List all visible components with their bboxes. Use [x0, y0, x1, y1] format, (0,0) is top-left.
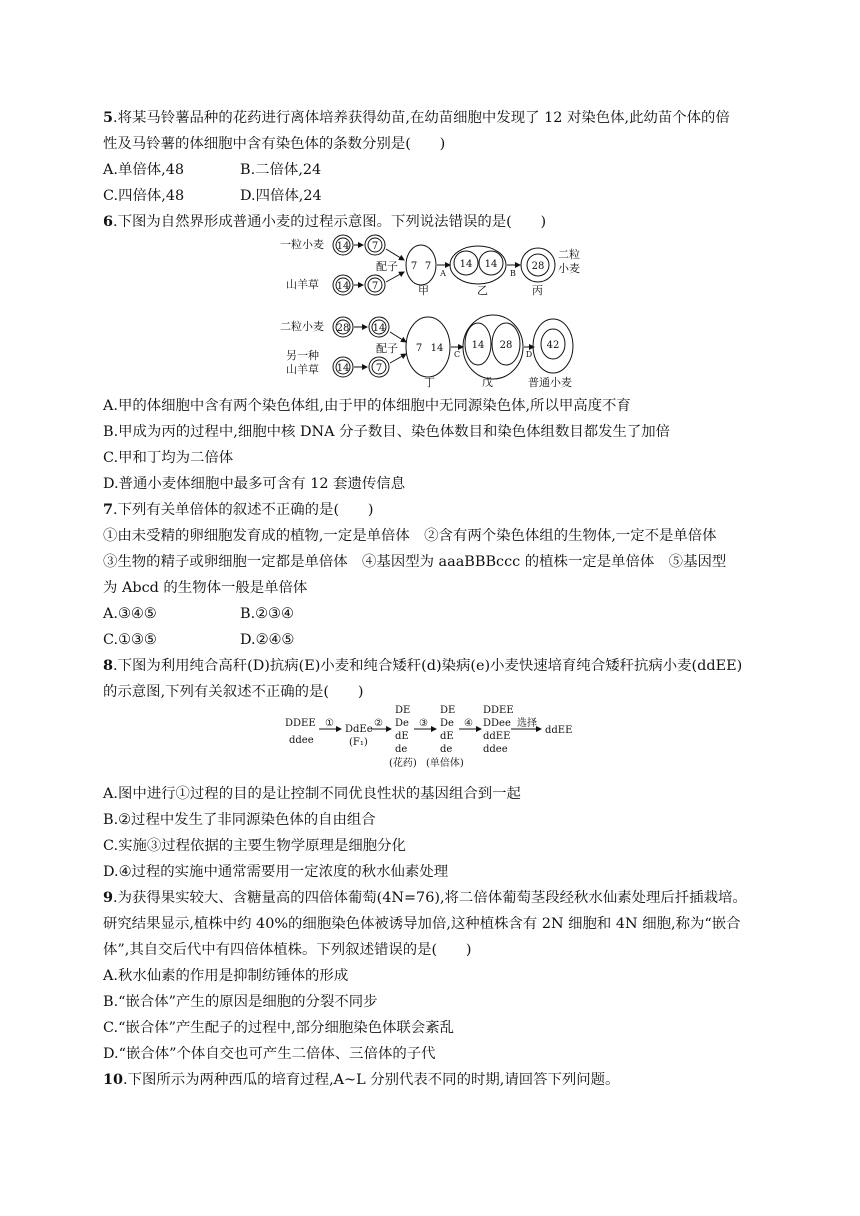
q5-option-d: D.四倍体,24	[240, 188, 322, 204]
label-peizi-2: 配子	[376, 342, 398, 355]
svg-text:(单倍体): (单倍体)	[426, 758, 464, 769]
svg-text:14: 14	[484, 259, 498, 270]
svg-text:A: A	[440, 269, 446, 278]
svg-text:14: 14	[336, 281, 350, 292]
label-bing: 丙	[532, 284, 543, 297]
svg-text:C: C	[453, 350, 461, 359]
q5-stem-line-1: 5.将某马铃薯品种的花药进行离体培养获得幼苗,在幼苗细胞中发现了 12 对染色体,此幼苗个体的倍	[103, 109, 730, 126]
svg-text:14: 14	[336, 363, 350, 374]
q6-wheat-figure	[270, 232, 610, 392]
cell-ding	[406, 317, 450, 377]
label-erli-b: 小麦	[558, 262, 580, 275]
svg-text:42: 42	[546, 340, 560, 351]
q9-option-d: D.“嵌合体”个体自交也可产生二倍体、三倍体的子代	[103, 1046, 436, 1062]
q8-stem-line-2: 的示意图,下列有关叙述不正确的是( )	[103, 684, 364, 700]
svg-text:dE: dE	[395, 731, 409, 742]
q5-option-b: B.二倍体,24	[240, 162, 322, 178]
q8-option-c: C.实施③过程依据的主要生物学原理是细胞分化	[103, 838, 406, 854]
svg-text:DDEE: DDEE	[483, 705, 514, 716]
svg-text:DE: DE	[395, 705, 411, 716]
q8-option-a: A.图中进行①过程的目的是让控制不同优良性状的基因组合到一起	[103, 786, 521, 802]
svg-text:DE: DE	[440, 705, 456, 716]
svg-text:(F₁): (F₁)	[349, 737, 368, 748]
svg-text:14: 14	[430, 343, 444, 354]
svg-text:7: 7	[371, 281, 379, 292]
q10-stem: 10.下图所示为两种西瓜的培育过程,A~L 分别代表不同的时期,请回答下列问题。	[103, 1071, 620, 1088]
q8-stem-line-1: 8.下图为利用纯合高秆(D)抗病(E)小麦和纯合矮秆(d)染病(e)小麦快速培育纯合矮秆抗病小麦(ddEE)	[103, 657, 743, 674]
q8-option-b: B.②过程中发生了非同源染色体的自由组合	[103, 812, 376, 828]
svg-text:④: ④	[464, 718, 473, 729]
svg-text:选择: 选择	[517, 718, 537, 729]
svg-text:14: 14	[336, 241, 350, 252]
svg-text:ddee: ddee	[483, 744, 508, 755]
label-peizi-1: 配子	[376, 260, 398, 273]
svg-text:14: 14	[459, 259, 473, 270]
label-wu: 戊	[482, 376, 493, 389]
svg-text:DdEe: DdEe	[345, 724, 373, 735]
q7-option-a: A.③④⑤	[103, 606, 157, 622]
q7-option-c: C.①③⑤	[103, 632, 157, 648]
q5-option-a: A.单倍体,48	[103, 162, 185, 178]
q6-stem: 6.下图为自然界形成普通小麦的过程示意图。下列说法错误的是( )	[103, 213, 547, 230]
q6-option-c: C.甲和丁均为二倍体	[103, 450, 234, 466]
q7-stem: 7.下列有关单倍体的叙述不正确的是( )	[103, 501, 374, 518]
label-yili: 一粒小麦	[280, 238, 324, 251]
svg-text:7: 7	[410, 261, 418, 272]
svg-text:7: 7	[375, 363, 383, 374]
label-putong: 普通小麦	[528, 376, 572, 389]
q6-option-b: B.甲成为丙的过程中,细胞中核 DNA 分子数目、染色体数目和染色体组数目都发生了加倍	[103, 424, 671, 440]
label-jia: 甲	[418, 284, 429, 297]
svg-text:ddee: ddee	[289, 735, 314, 746]
label-ding: 丁	[424, 376, 435, 389]
svg-text:7: 7	[424, 261, 432, 272]
q8-option-d: D.④过程的实施中通常需要用一定浓度的秋水仙素处理	[103, 864, 449, 880]
q7-option-d: D.②④⑤	[240, 632, 295, 648]
label-lingyi-b: 山羊草	[286, 363, 319, 376]
q7-statement-line-3: 为 Abcd 的生物体一般是单倍体	[103, 580, 308, 596]
svg-text:dE: dE	[440, 731, 454, 742]
label-shanyang: 山羊草	[286, 278, 319, 291]
q8-breeding-figure	[283, 702, 583, 780]
q9-stem-line-1: 9.为获得果实较大、含糖量高的四倍体葡萄(4N=76),将二倍体葡萄茎段经秋水仙素处理后扦插栽培。	[103, 889, 747, 906]
q6-option-d: D.普通小麦体细胞中最多可含有 12 套遗传信息	[103, 476, 406, 492]
label-lingyi-a: 另一种	[286, 349, 319, 362]
svg-text:De: De	[395, 718, 409, 729]
svg-text:14: 14	[372, 323, 386, 334]
svg-text:(花药): (花药)	[389, 758, 417, 769]
svg-text:③: ③	[419, 718, 428, 729]
q6-option-a: A.甲的体细胞中含有两个染色体组,由于甲的体细胞中无同源染色体,所以甲高度不育	[103, 398, 631, 414]
svg-text:De: De	[440, 718, 454, 729]
q7-statement-line-1: ①由未受精的卵细胞发育成的植物,一定是单倍体 ②含有两个染色体组的生物体,一定不是单倍体	[103, 528, 717, 544]
svg-text:②: ②	[374, 718, 383, 729]
svg-text:14: 14	[471, 340, 485, 351]
label-yi: 乙	[477, 284, 488, 297]
svg-text:7: 7	[371, 241, 379, 252]
q7-option-b: B.②③④	[240, 606, 294, 622]
svg-text:28: 28	[531, 261, 545, 272]
svg-text:①: ①	[325, 718, 334, 729]
svg-text:D: D	[525, 350, 533, 359]
svg-text:ddEE: ddEE	[483, 731, 511, 742]
q7-statement-line-2: ③生物的精子或卵细胞一定都是单倍体 ④基因型为 aaaBBBccc 的植株一定是单倍体 ⑤基因型	[103, 554, 727, 570]
q9-stem-line-3: 体”,其自交后代中有四倍体植株。下列叙述错误的是( )	[103, 942, 472, 958]
q9-option-c: C.“嵌合体”产生配子的过程中,部分细胞染色体联会紊乱	[103, 1020, 454, 1036]
q9-option-b: B.“嵌合体”产生的原因是细胞的分裂不同步	[103, 994, 378, 1010]
svg-text:28: 28	[336, 323, 350, 334]
q9-stem-line-2: 研究结果显示,植株中约 40%的细胞染色体被诱导加倍,这种植株含有 2N 细胞和 4N 细胞,称为“嵌合	[103, 916, 741, 932]
svg-text:7: 7	[415, 343, 423, 354]
q5-stem-line-2: 性及马铃薯的体细胞中含有染色体的条数分别是( )	[103, 136, 446, 152]
svg-text:28: 28	[499, 340, 513, 351]
svg-text:ddEE: ddEE	[545, 725, 573, 736]
q9-option-a: A.秋水仙素的作用是抑制纺锤体的形成	[103, 968, 349, 984]
label-erli: 二粒小麦	[280, 320, 324, 333]
svg-text:B: B	[510, 269, 516, 278]
label-erli-a: 二粒	[558, 248, 580, 261]
svg-text:DDee: DDee	[483, 718, 511, 729]
svg-text:de: de	[395, 744, 408, 755]
q5-option-c: C.四倍体,48	[103, 188, 185, 204]
svg-text:DDEE: DDEE	[285, 718, 316, 729]
svg-text:de: de	[440, 744, 453, 755]
